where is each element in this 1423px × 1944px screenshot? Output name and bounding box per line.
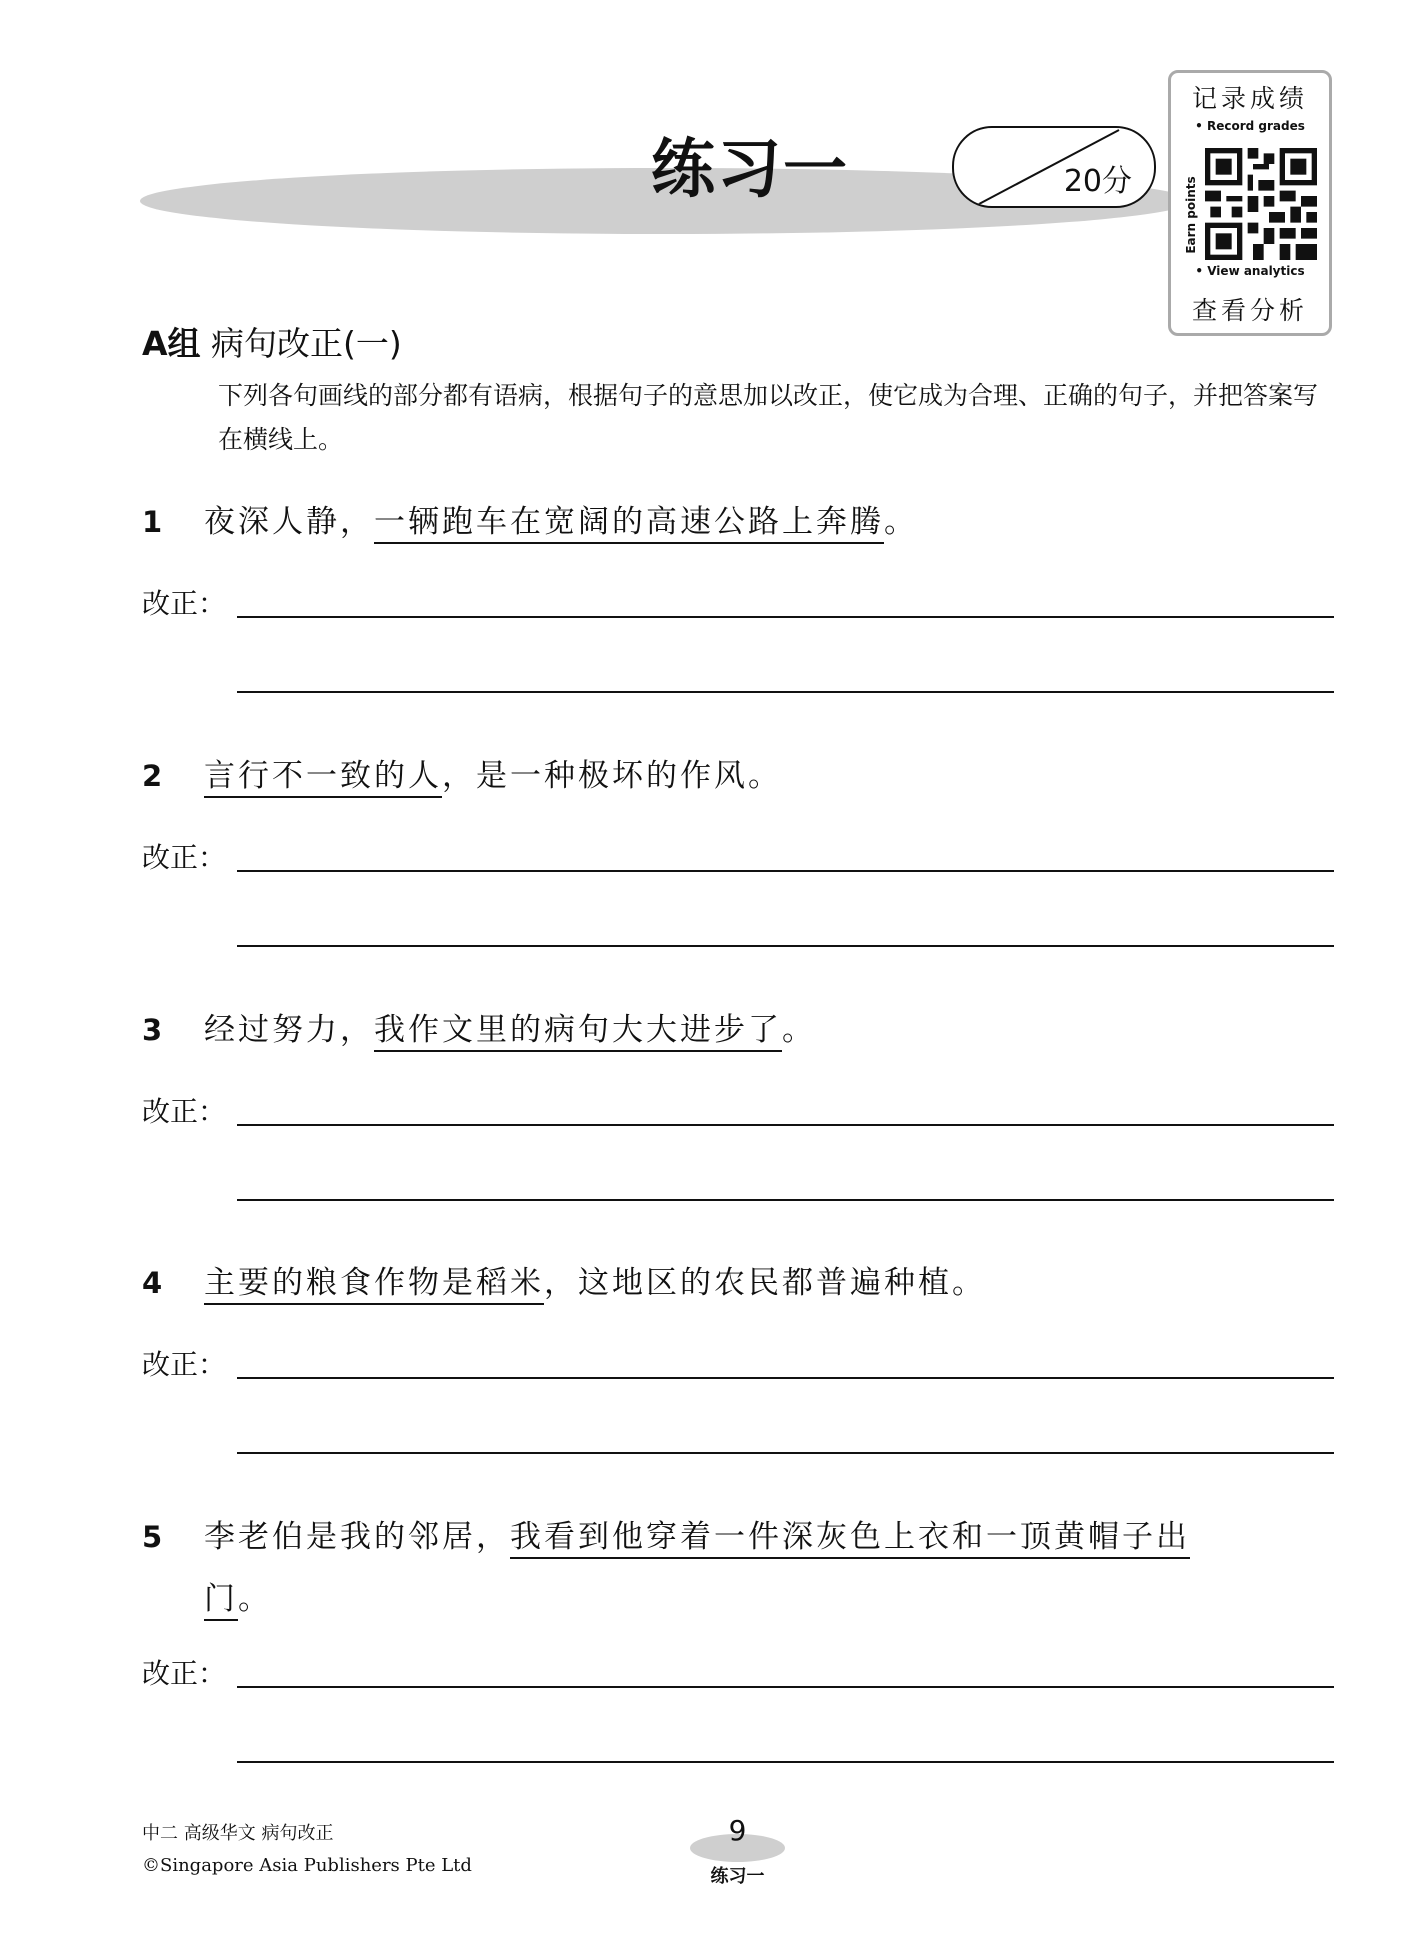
question-1: 1 夜深人静，一辆跑车在宽阔的高速公路上奔腾。 xyxy=(142,491,1342,553)
qr-side-label: Earn points xyxy=(1184,176,1198,254)
question-3: 3 经过努力，我作文里的病句大大进步了。 xyxy=(142,999,1342,1061)
question-2: 2 言行不一致的人，是一种极坏的作风。 xyxy=(142,745,1342,807)
correction-label: 改正： xyxy=(142,1657,227,1690)
answer-line[interactable] xyxy=(237,1452,1334,1454)
answer-line[interactable] xyxy=(237,616,1334,618)
total-score: 20分 xyxy=(1063,164,1132,199)
answer-line[interactable] xyxy=(237,870,1334,872)
question-4: 4 主要的粮食作物是稻米，这地区的农民都普遍种植。 xyxy=(142,1252,1342,1314)
answer-line[interactable] xyxy=(237,945,1334,947)
instructions: 下列各句画线的部分都有语病，根据句子的意思加以改正，使它成为合理、正确的句子，并把答案写在横线上。 xyxy=(218,381,1319,454)
section-heading: A组 病句改正(一) xyxy=(142,324,402,363)
qr-panel[interactable] xyxy=(1168,70,1332,336)
qr-line2: • View analytics xyxy=(1195,264,1305,278)
qr-top-label: 记录成绩 xyxy=(1191,84,1308,113)
page-title: 练习一 xyxy=(651,133,849,207)
footer-section: 练习一 xyxy=(710,1866,765,1887)
copyright: ©Singapore Asia Publishers Pte Ltd xyxy=(142,1855,472,1876)
answer-line[interactable] xyxy=(237,1124,1334,1126)
book-title: 中二 高级华文 病句改正 xyxy=(142,1823,334,1844)
qr-bottom-label: 查看分析 xyxy=(1191,296,1308,325)
answer-line[interactable] xyxy=(237,1377,1334,1379)
page-number: 9 xyxy=(728,1814,747,1847)
answer-line[interactable] xyxy=(237,1686,1334,1688)
qr-code-icon[interactable] xyxy=(1205,148,1317,260)
answer-line[interactable] xyxy=(237,691,1334,693)
answer-line[interactable] xyxy=(237,1761,1334,1763)
correction-label: 改正： xyxy=(142,1348,227,1381)
score-box xyxy=(952,126,1156,208)
correction-label: 改正： xyxy=(142,587,227,620)
correction-label: 改正： xyxy=(142,1095,227,1128)
question-5: 5 李老伯是我的邻居，我看到他穿着一件深灰色上衣和一顶黄帽子出 门。 xyxy=(142,1506,1342,1630)
footer-left xyxy=(142,1818,472,1882)
qr-line1: • Record grades xyxy=(1195,119,1305,133)
answer-line[interactable] xyxy=(237,1199,1334,1201)
correction-label: 改正： xyxy=(142,841,227,874)
